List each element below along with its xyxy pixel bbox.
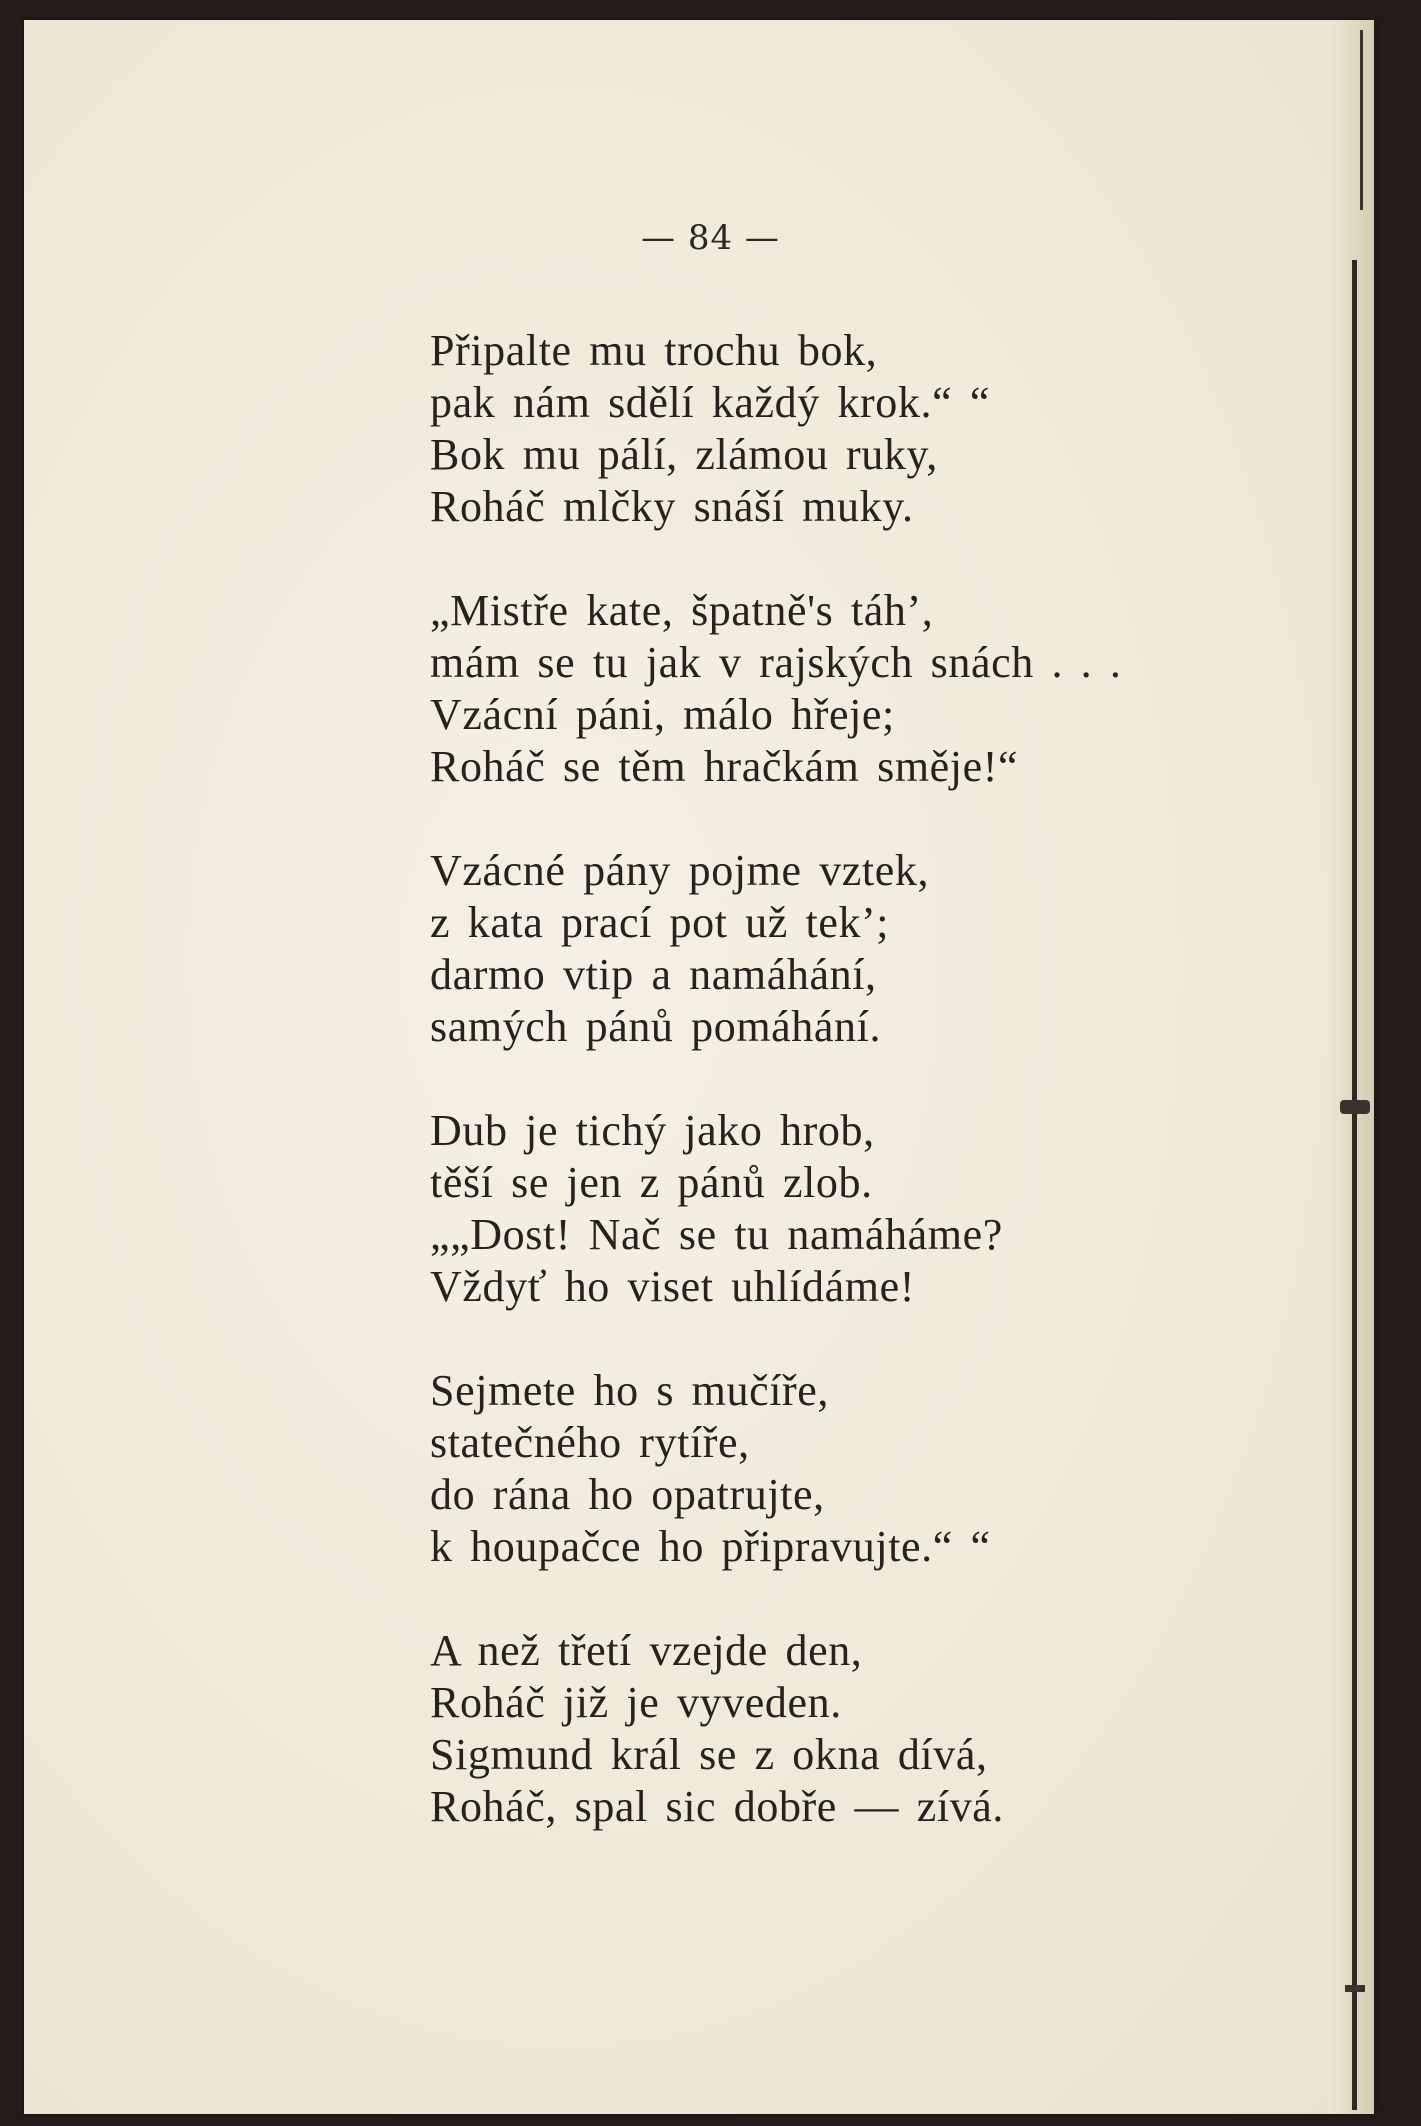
poem-line: těší se jen z pánů zlob. (430, 1158, 873, 1207)
poem-line: Bok mu pálí, zlámou ruky, (430, 430, 938, 479)
poem-line: Roháč již je vyveden. (430, 1678, 842, 1727)
poem-line: „„Dost! Nač se tu namáháme? (430, 1210, 1003, 1259)
stanza-1 (430, 325, 1121, 533)
poem-line: k houpačce ho připravujte.“ “ (430, 1522, 991, 1571)
poem-line: Vzácní páni, málo hřeje; (430, 690, 895, 739)
binding-edge (1352, 260, 1357, 2110)
stanza-6 (430, 1625, 1121, 1833)
poem-line: z kata prací pot už tek’; (430, 898, 890, 947)
poem-line: darmo vtip a namáhání, (430, 950, 877, 999)
poem-line: Sejmete ho s mučíře, (430, 1366, 830, 1415)
poem-line: statečného rytíře, (430, 1418, 750, 1467)
poem-line: Roháč, spal sic dobře — zívá. (430, 1782, 1005, 1831)
page-number: — 84 — (641, 218, 780, 258)
poem-line: Vzácné pány pojme vztek, (430, 846, 930, 895)
poem-line: samých pánů pomáhání. (430, 1002, 882, 1051)
poem-line: Roháč mlčky snáší muky. (430, 482, 914, 531)
binding-edge-top (1360, 30, 1363, 210)
poem-line: do rána ho opatrujte, (430, 1470, 825, 1519)
poem-line: „Mistře kate, špatně's táh’, (430, 586, 934, 635)
poem-line: Připalte mu trochu bok, (430, 326, 878, 375)
stanza-3 (430, 845, 1121, 1053)
page-gutter (1328, 20, 1374, 2114)
poem-line: Roháč se těm hračkám směje!“ (430, 742, 1019, 791)
stanza-5 (430, 1365, 1121, 1573)
stanza-4 (430, 1105, 1121, 1313)
stanza-2 (430, 585, 1121, 793)
poem-line: Sigmund král se z okna dívá, (430, 1730, 988, 1779)
poem-line: Dub je tichý jako hrob, (430, 1106, 875, 1155)
edge-mark (1340, 1100, 1370, 1114)
poem-line: pak nám sdělí každý krok.“ “ (430, 378, 990, 427)
poem-text (430, 325, 1121, 1885)
poem-line: A než třetí vzejde den, (430, 1626, 863, 1675)
poem-line: Vždyť ho viset uhlídáme! (430, 1262, 915, 1311)
edge-mark-lower (1345, 1985, 1365, 1992)
poem-line: mám se tu jak v rajských snách . . . (430, 638, 1122, 687)
